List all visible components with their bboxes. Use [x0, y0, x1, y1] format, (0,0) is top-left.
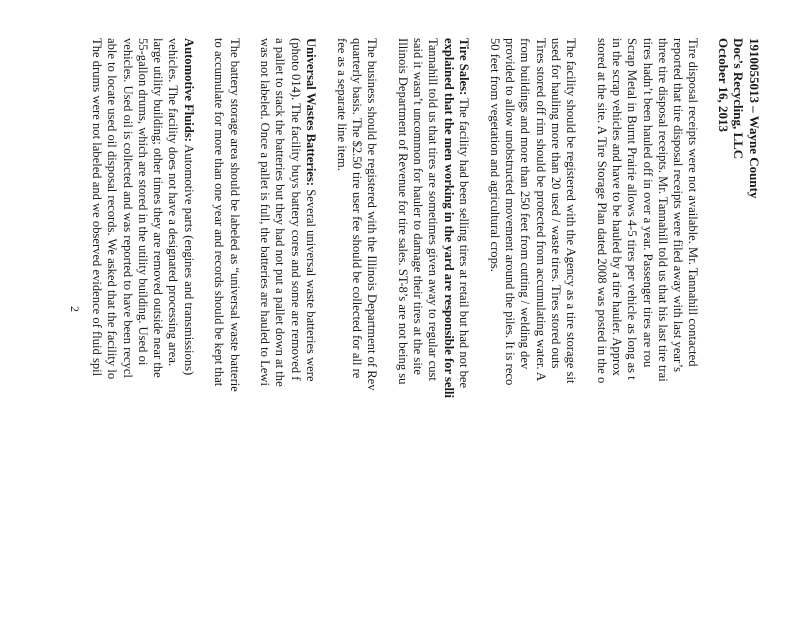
paragraph-battery-labeling: [211, 38, 242, 618]
section-heading-automotive-fluids: Automotive Fluids:: [181, 38, 196, 142]
text-line: Tannahill told us that tires are sometimes given away to regular cust: [426, 38, 441, 381]
header-business-name: Doc’s Recycling, LLC: [731, 38, 747, 160]
text-line: said it wasn’t uncommon for hauler to damage their tires at the site: [411, 38, 426, 375]
text-line: from buildings and more than 250 feet from cutting / welding dev: [518, 38, 533, 370]
text-line: a pallet to stack the batteries but they had not put a pallet down at the: [273, 38, 288, 387]
page-number: 2: [68, 306, 82, 312]
text-line: provided to allow unobstructed movement around the piles. It is reco: [502, 38, 517, 386]
text-line: The business should be registered with the Illinois Department of Rev: [365, 38, 380, 391]
text-fragment: The facility had been selling tires at retail but had not bee: [457, 95, 472, 389]
text-line: to accumulate for more than one year and records should be kept that: [212, 38, 227, 387]
text-line: The drums were not labeled and we observed evidence of fluid spil: [89, 38, 104, 377]
text-line: able to locate used oil disposal records. We asked that the facility lo: [105, 38, 120, 380]
text-line: Scrap Metal in Burnt Prairie allows 4-5 tires per vehicle as long as t: [625, 38, 640, 380]
text-line: quarterly basis. The $2.50 tire user fee should be collected for all re: [349, 38, 364, 379]
text-line: [180, 38, 195, 618]
text-line: fee as a separate line item.: [334, 38, 349, 171]
text-line: was not labeled. Once a pallet is full, the batteries are hauled to Lewi: [258, 38, 273, 386]
text-line: explained that the men working in the yard are responsible for selli: [441, 38, 456, 398]
paragraph-automotive-fluids: [89, 38, 196, 618]
text-line: in the scrap vehicles and have to be hauled by a tire hauler. Approx: [610, 38, 625, 376]
document-body: [73, 38, 762, 618]
text-line: [456, 38, 471, 618]
text-line: tires hadn’t been hauled off in over a year. Passenger tires are rou: [640, 38, 655, 368]
text-line: vehicles. The facility does not have a designated processing area.: [166, 38, 181, 367]
header-site-id: 1910055013 – Wayne County: [747, 38, 762, 199]
text-line: Tire disposal receipts were not available. Mr. Tannahill contacted: [686, 38, 701, 367]
text-line: vehicles. Used oil is collected and was reported to have been recycl: [120, 38, 135, 378]
text-line: used for hauling more than 20 used / waste tires. Tires stored outs: [548, 38, 563, 369]
text-line: Tires stored off rim should be protected from accumulating water. A: [533, 38, 548, 382]
paragraph-tire-storage-requirements: [486, 38, 578, 618]
paragraph-universal-waste-batteries: [257, 38, 318, 618]
section-heading-batteries: Universal Wastes Batteries:: [304, 38, 319, 187]
text-line: three tire disposal receipts. Mr. Tannahill told us that his last tire trai: [655, 38, 670, 382]
text-line: large utility building; other times they are removed outside near the: [151, 38, 166, 378]
paragraph-tire-receipts: [593, 38, 700, 618]
text-line: [303, 38, 318, 618]
text-line: The battery storage area should be labeled as “universal waste batterie: [227, 38, 242, 392]
report-header: [716, 38, 763, 618]
text-line: 50 feet from vegetation and agricultural crops.: [487, 38, 502, 272]
text-line: reported that tire disposal receipts were filed away with last year’s: [671, 38, 686, 373]
text-fragment: Automotive parts (engines and transmissions): [181, 141, 196, 376]
header-date: October 16, 2013: [716, 38, 731, 132]
text-line: 55-gallon drums, which are stored in the utility building. Used oi: [135, 38, 150, 366]
section-heading-tire-sales: Tire Sales:: [457, 38, 472, 96]
text-line: Illinois Department of Revenue for tire sales. ST-8’s are not being su: [395, 38, 410, 385]
text-line: stored at the site. A Tire Storage Plan dated 2008 was posted in the o: [594, 38, 609, 384]
paragraph-revenue-registration: [333, 38, 379, 618]
text-line: (photo 014). The facility buys battery cores and some are removed f: [288, 38, 303, 381]
text-line: The facility should be registered with the Agency as a tire storage sit: [564, 38, 579, 384]
text-fragment: Several universal waste batteries were: [304, 186, 319, 382]
paragraph-tire-sales: [395, 38, 471, 618]
